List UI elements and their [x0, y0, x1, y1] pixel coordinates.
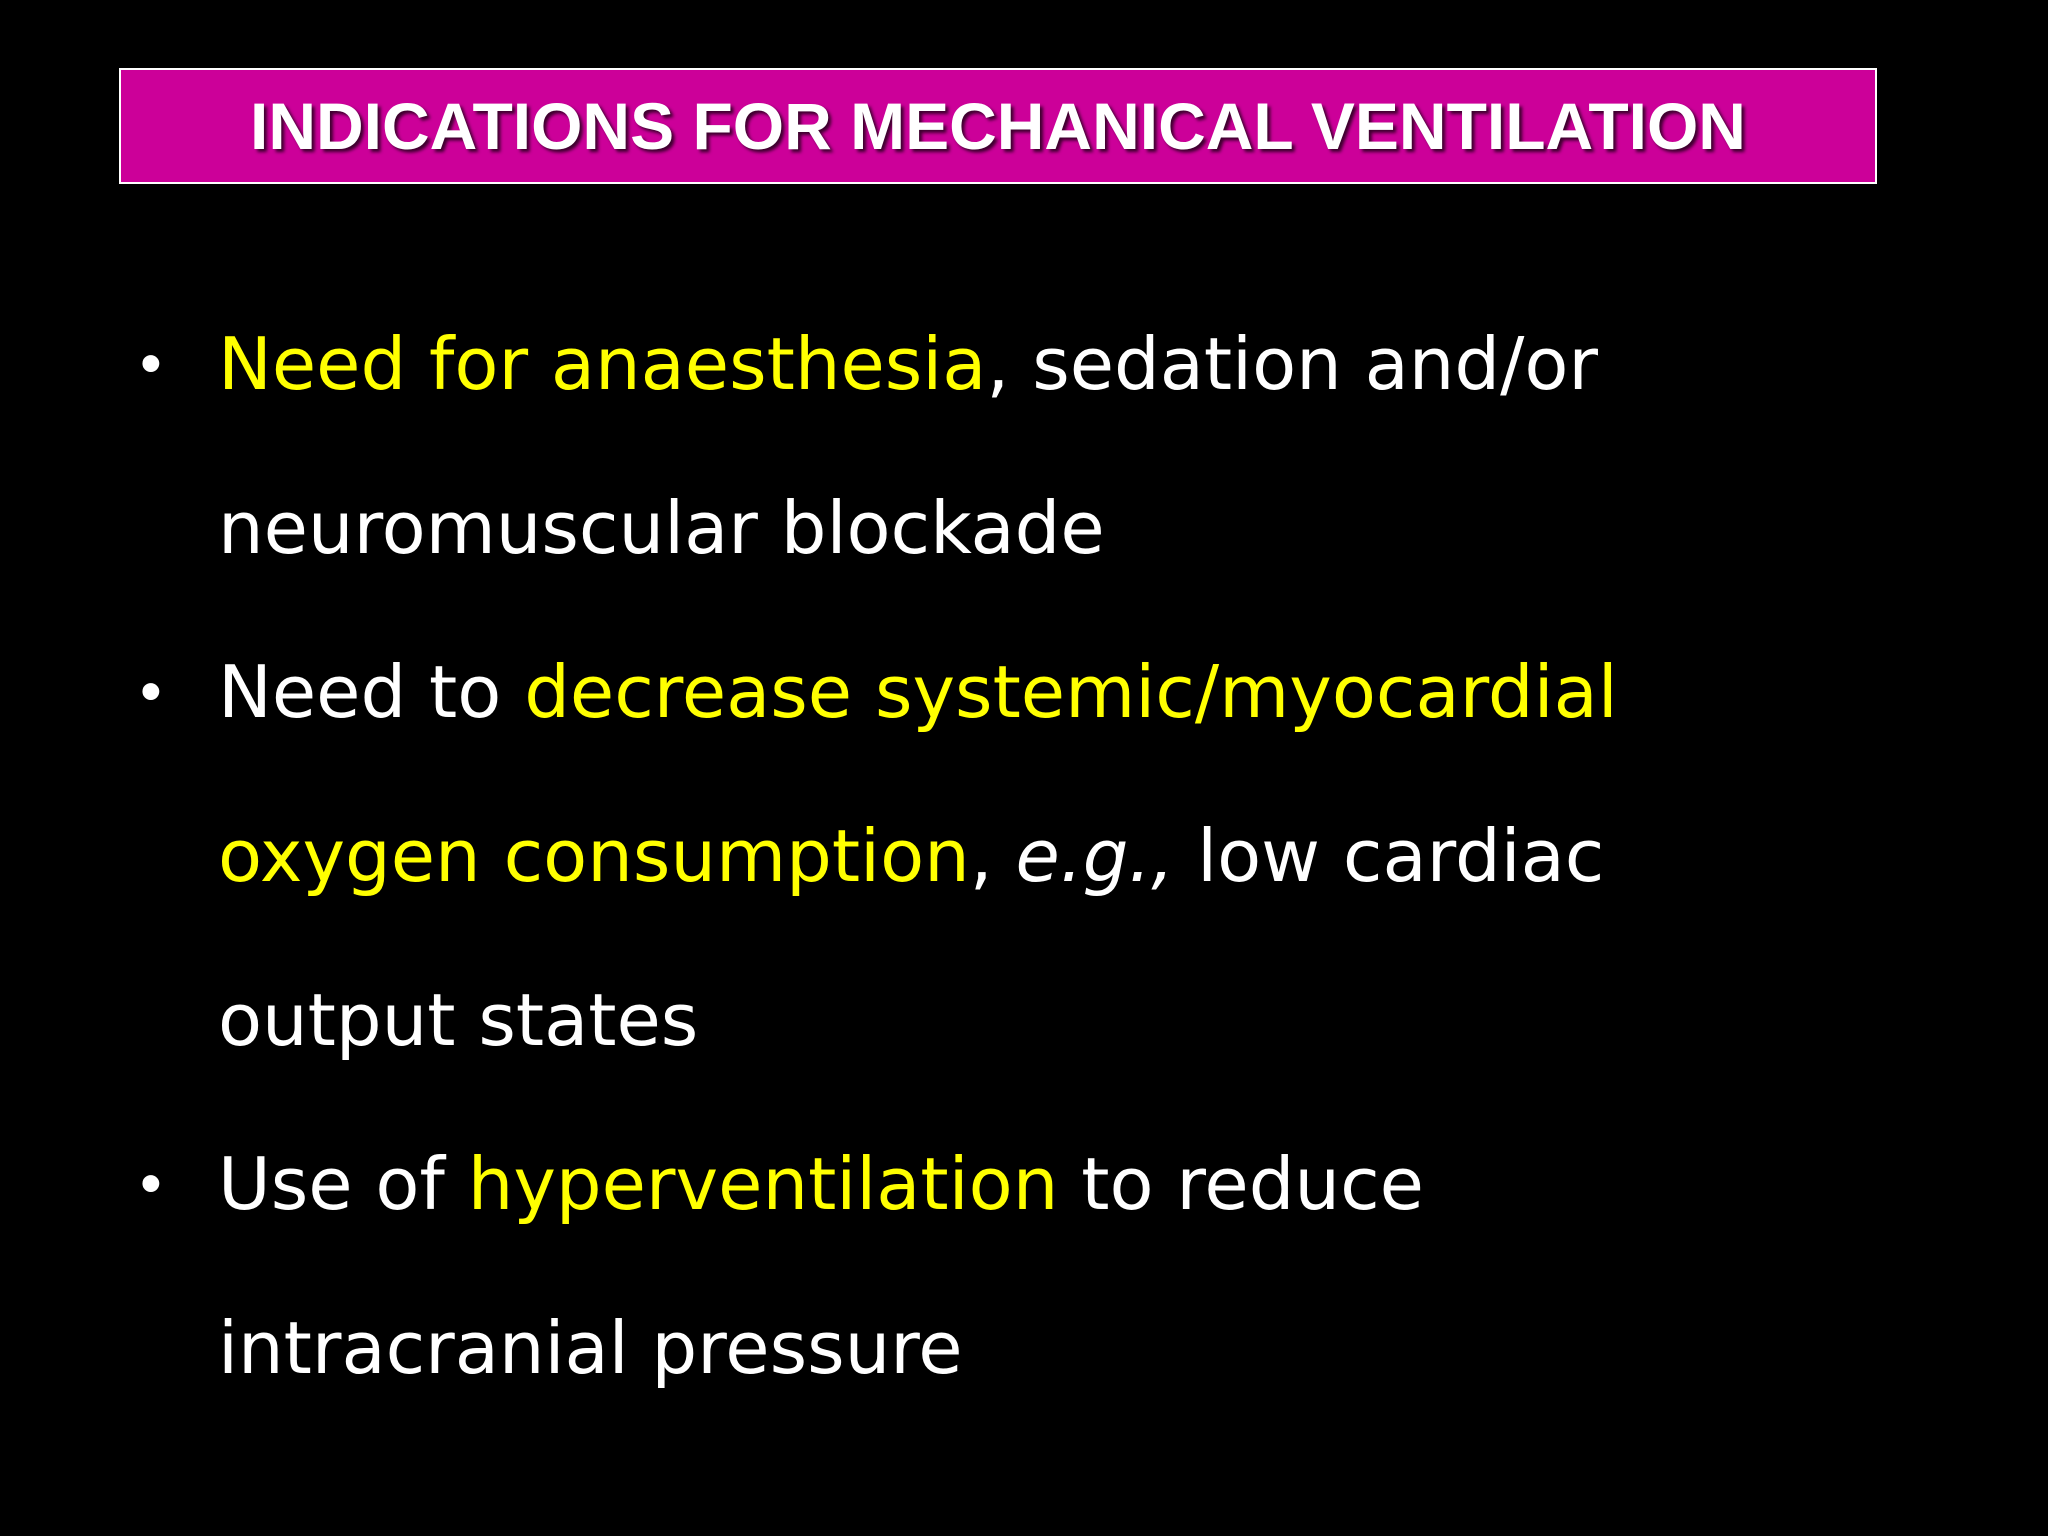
text-span: , — [969, 814, 1016, 898]
bullet-line — [218, 610, 1818, 774]
highlight-span: Need for anaesthesia — [218, 322, 987, 406]
bullet-marker: • — [140, 657, 162, 726]
highlight-span: hyperventilation — [467, 1142, 1059, 1226]
highlight-span: decrease systemic/myocardial — [524, 650, 1618, 734]
text-span: output states — [218, 978, 699, 1062]
bullet-line — [218, 282, 1818, 446]
bullet-line — [218, 1266, 1818, 1430]
bullet-text — [218, 282, 1818, 610]
text-span: to reduce — [1058, 1142, 1424, 1226]
bullet-line — [218, 938, 1818, 1102]
italic-span: e.g., — [1015, 814, 1175, 898]
highlight-span: oxygen consumption — [218, 814, 970, 898]
slide-title-banner — [119, 68, 1877, 184]
text-span: , sedation and/or — [986, 322, 1598, 406]
bullet-marker: • — [140, 1149, 162, 1218]
bullet-line — [218, 1102, 1818, 1266]
text-span: intracranial pressure — [218, 1306, 963, 1390]
text-span: low cardiac — [1174, 814, 1605, 898]
bullet-text — [218, 1102, 1818, 1430]
text-span: Need to — [218, 650, 525, 734]
bullet-text — [218, 610, 1818, 1102]
bullet-line — [218, 774, 1818, 938]
text-span: Use of — [218, 1142, 468, 1226]
bullet-line — [218, 446, 1818, 610]
bullet-marker: • — [140, 329, 162, 398]
slide-title: INDICATIONS FOR MECHANICAL VENTILATION — [250, 89, 1746, 163]
text-span: neuromuscular blockade — [218, 486, 1105, 570]
